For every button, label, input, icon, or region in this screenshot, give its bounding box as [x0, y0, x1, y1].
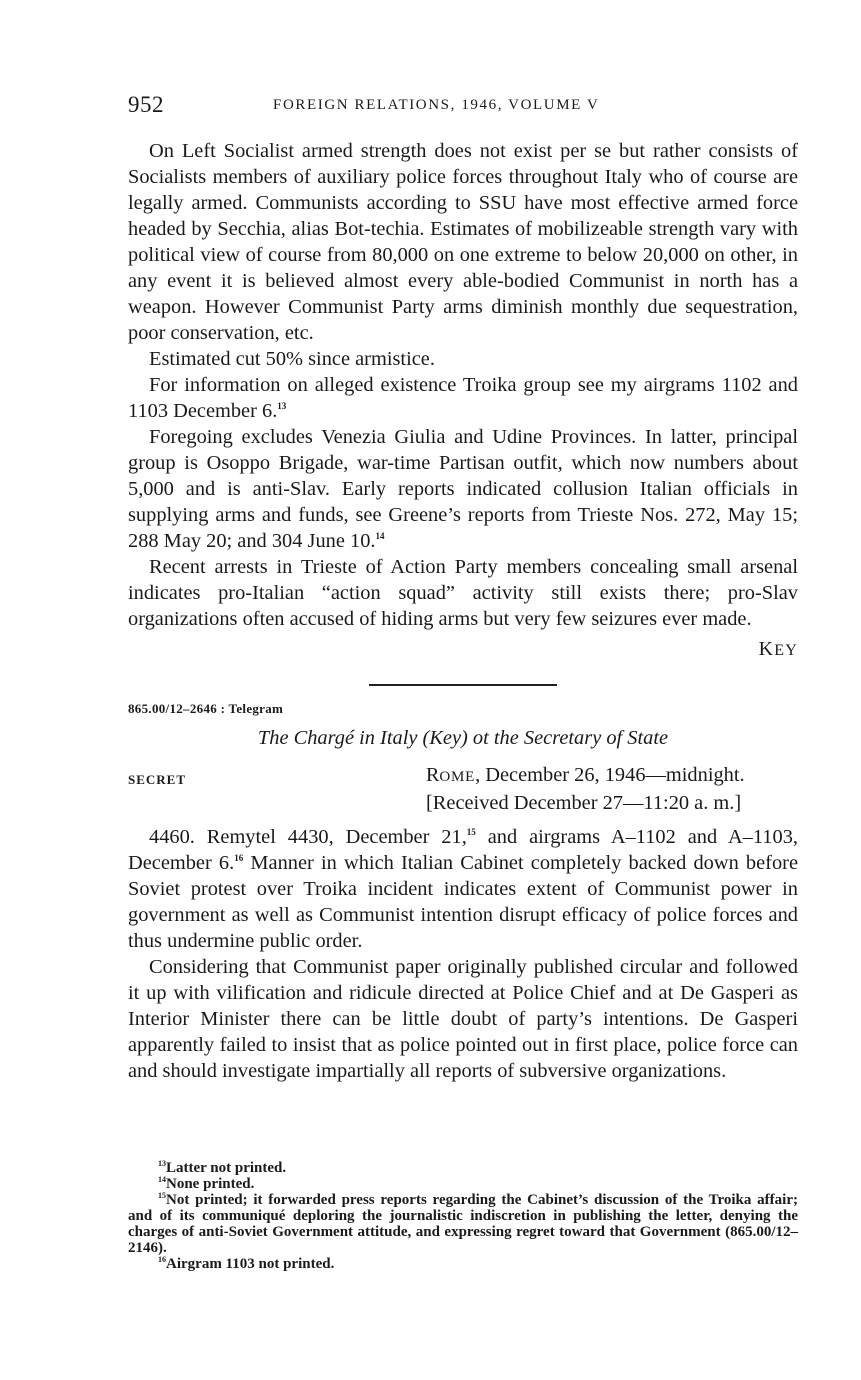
- place-initial: R: [426, 764, 440, 786]
- signature-initial: K: [758, 638, 775, 660]
- footnote-text: Latter not printed.: [166, 1160, 287, 1176]
- footnote-mark: 15: [158, 1191, 166, 1200]
- dateline-block: [128, 762, 798, 820]
- footnote-text: Airgram 1103 not printed.: [166, 1256, 335, 1272]
- footnote: [128, 1176, 798, 1192]
- place-rest: OME: [439, 769, 476, 785]
- section-divider: [369, 684, 557, 686]
- paragraph: On Left Socialist armed strength does not exist per se but rather consists of Socialists members of auxiliary police forces throughout Italy who of course are legally armed. Communists according to SSU have most effective armed force headed by Secchia, alias Bot-techia. Estimates of mobilizeable strength vary with political view of course from 80,000 on one extreme to below 20,000 on other, in any event it is believed almost every able-bodied Communist in north has a weapon. However Communist Party arms diminish monthly due sequestration, poor conservation, etc.: [128, 140, 798, 344]
- dateline: [426, 762, 798, 816]
- running-title: FOREIGN RELATIONS, 1946, VOLUME V: [273, 97, 600, 113]
- document-title: The Chargé in Italy (Key) ot the Secretary of State: [257, 727, 669, 749]
- date-line: [426, 762, 798, 790]
- footnote-ref: 14: [375, 531, 385, 542]
- page-number: 952: [128, 92, 164, 117]
- date-text: , December 26, 1946—midnight.: [475, 764, 745, 786]
- footnote-ref: 16: [234, 853, 244, 864]
- footnote: [128, 1256, 798, 1272]
- paragraph: [128, 372, 798, 424]
- signature-rest: EY: [774, 642, 798, 659]
- footnote: [128, 1160, 798, 1176]
- paragraph-text: For information on alleged existence Troika group see my airgrams 1102 and 1103 December 6.: [128, 374, 798, 422]
- paragraph: Recent arrests in Trieste of Action Party members concealing small arsenal indicates pro-Italian “action squad” activity still exists there; pro-Slav organizations often accused of hiding arms but very few seizures ever made.: [128, 556, 798, 630]
- footnote-ref: 15: [466, 827, 476, 838]
- telegram-text: and airgrams A–1102 and A–1103, December 6.: [128, 826, 798, 874]
- body-text: [128, 138, 798, 1084]
- telegram-paragraph: [128, 824, 798, 954]
- footnote-ref: 13: [277, 401, 287, 412]
- footnote-mark: 13: [158, 1159, 166, 1168]
- paragraph: Estimated cut 50% since armistice.: [149, 348, 435, 370]
- telegram-paragraph: Considering that Communist paper originally published circular and followed it up with vilification and ridicule directed at Police Chief and at De Gasperi as Interior Minister there can be little doubt of party’s intentions. De Gasperi apparently failed to insist that as police pointed out in first place, police force can and should investigate impartially all reports of subversive organizations.: [128, 956, 798, 1082]
- file-number: 865.00/12–2646 : Telegram: [128, 701, 284, 716]
- classification-label: SECRET: [128, 772, 187, 787]
- footnote-mark: 16: [158, 1255, 166, 1264]
- paragraph: [128, 424, 798, 554]
- paragraph-text: Foregoing excludes Venezia Giulia and Udine Provinces. In latter, principal group is Osoppo Brigade, war-time Partisan outfit, which now numbers about 5,000 and is anti-Slav. Early reports indicated collusion Italian officials in supplying arms and funds, see Greene’s reports from Trieste Nos. 272, May 15; 288 May 20; and 304 June 10.: [128, 426, 798, 552]
- footnote-text: Not printed; it forwarded press reports regarding the Cabinet’s discussion of the Troika affair; and of its communiqué deploring the journalistic indiscretion in publishing the letter, denying the charges of anti-Soviet Government attitude, and expressing regret toward that Government (865.00/12–2146).: [128, 1192, 798, 1256]
- running-head: [128, 92, 798, 122]
- telegram-text: Manner in which Italian Cabinet completely backed down before Soviet protest over Troika incident indicates extent of Communist power in government as well as Communist intention disrupt efficacy of police forces and thus undermine public order.: [128, 852, 798, 952]
- received-line: [Received December 27—11:20 a. m.]: [426, 792, 742, 814]
- footnote-text: None printed.: [166, 1176, 255, 1192]
- signature: [128, 636, 798, 662]
- footnote-mark: 14: [158, 1175, 166, 1184]
- telegram-text: 4460. Remytel 4430, December 21,: [149, 826, 467, 848]
- footnote: [128, 1192, 798, 1256]
- footnotes: [128, 1160, 798, 1272]
